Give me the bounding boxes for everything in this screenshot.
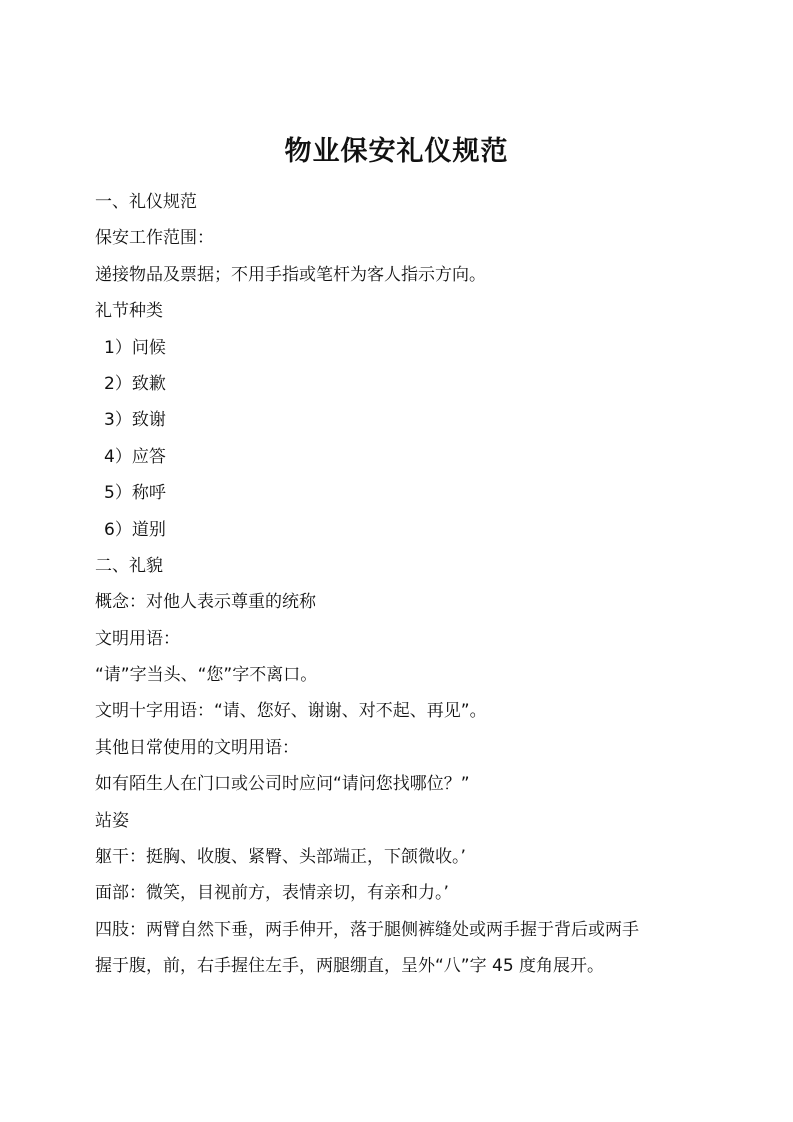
paragraph-line: 递接物品及票据；不用手指或笔杆为客人指示方向。 <box>95 264 486 285</box>
list-item: 4）应答 <box>104 446 166 467</box>
list-item: 1）问候 <box>104 337 166 358</box>
paragraph-line: 其他日常使用的文明用语： <box>95 737 299 758</box>
paragraph-line: 躯干：挺胸、收腹、紧臀、头部端正，下颌微收。’ <box>95 847 466 868</box>
list-item: 3）致谢 <box>104 410 166 431</box>
document-title: 物业保安礼仪规范 <box>284 136 509 167</box>
list-item: 2）致歉 <box>104 373 166 394</box>
paragraph-line: 握于腹，前，右手握住左手，两腿绷直，呈外“八”字 45 度角展开。 <box>95 956 605 977</box>
paragraph-line: 保安工作范围： <box>95 228 214 249</box>
section-heading-politeness: 二、礼貌 <box>95 555 163 576</box>
section-heading-etiquette: 一、礼仪规范 <box>95 192 197 212</box>
list-item: 6）道别 <box>104 519 166 540</box>
paragraph-line: 如有陌生人在门口或公司时应问“请问您找哪位？” <box>95 774 470 795</box>
document-body <box>95 184 715 985</box>
paragraph-line: 四肢：两臂自然下垂，两手伸开，落于腿侧裤缝处或两手握于背后或两手 <box>95 919 639 940</box>
paragraph-line: “请”字当头、“您”字不离口。 <box>95 665 318 686</box>
paragraph-line: 面部：微笑，目视前方，表情亲切，有亲和力。’ <box>95 883 449 904</box>
paragraph-line: 概念：对他人表示尊重的统称 <box>95 592 316 613</box>
list-item: 5）称呼 <box>104 483 166 504</box>
subheading-standing-posture: 站姿 <box>95 810 129 831</box>
paragraph-line: 文明十字用语：“请、您好、谢谢、对不起、再见”。 <box>95 701 487 722</box>
paragraph-line: 文明用语： <box>95 628 180 649</box>
subheading-courtesy-types: 礼节种类 <box>95 301 163 322</box>
